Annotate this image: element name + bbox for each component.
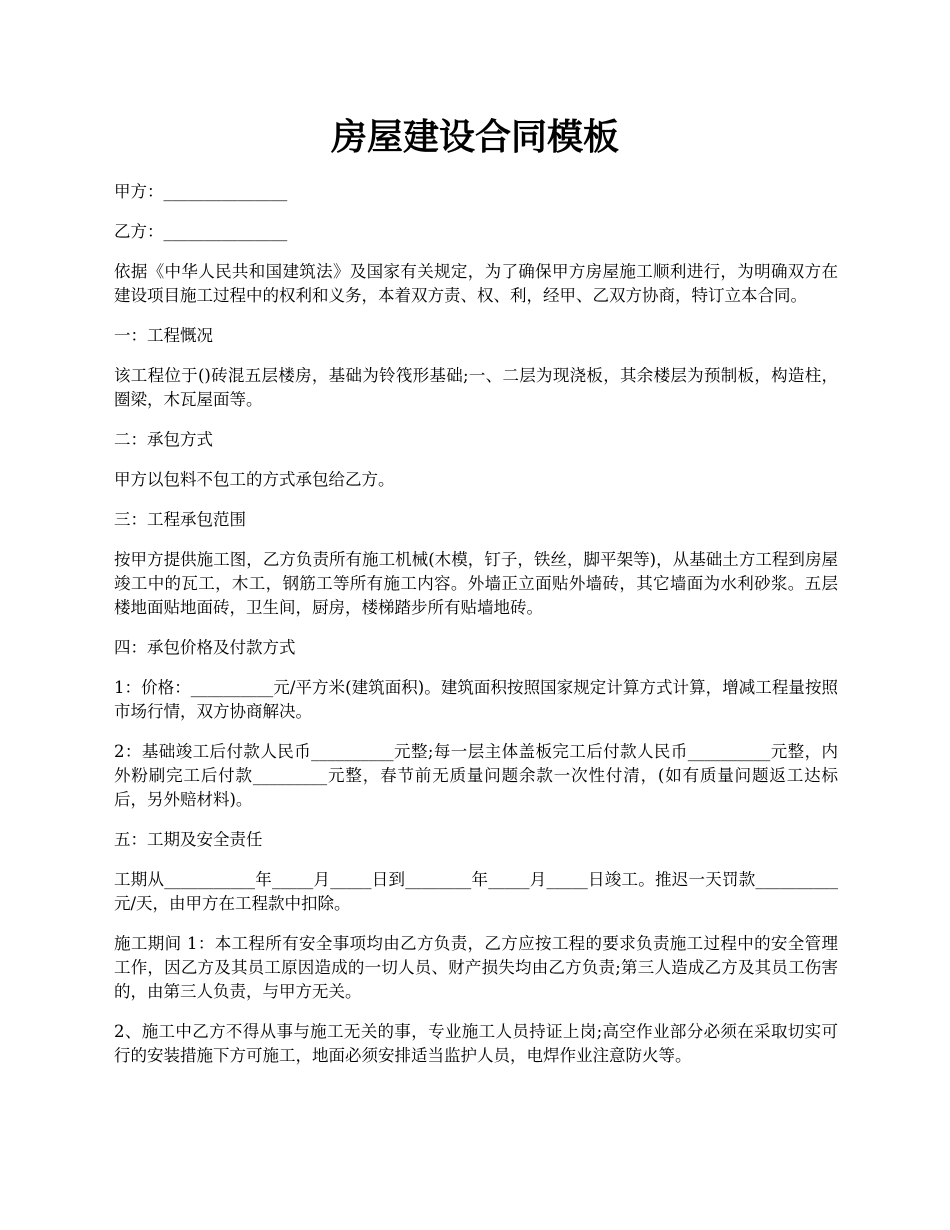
- preamble-paragraph: 依据《中华人民共和国建筑法》及国家有关规定，为了确保甲方房屋施工顺利进行，为明确双方在建设项目施工过程中的权利和义务，本着双方责、权、利，经甲、乙双方协商，特订立本合同。: [114, 262, 838, 305]
- party-b-line: 乙方：_______________: [114, 222, 288, 241]
- section-4-clause-1: 1：价格：__________元/平方米(建筑面积)。建筑面积按照国家规定计算方式计算，增减工程量按照市场行情，双方协商解决。: [114, 678, 838, 721]
- section-4-clause-2: 2：基础竣工后付款人民币__________元整;每一层主体盖板完工后付款人民币__________元整，内外粉刷完工后付款_________元整，春节前无质量问题余款一次性付清，(如有质量问题返工达标后，另外赔材料)。: [114, 742, 838, 809]
- section-heading-5: 五：工期及安全责任: [114, 830, 263, 849]
- section-heading-1: 一：工程慨况: [114, 326, 213, 345]
- section-5-safety-clause-1: 施工期间 1：本工程所有安全事项均由乙方负责，乙方应按工程的要求负责施工过程中的安全管理工作，因乙方及其员工原因造成的一切人员、财产损失均由乙方负责;第三人造成乙方及其员工伤害的，由第三人负责，与甲方无关。: [114, 934, 838, 1001]
- section-heading-3: 三：工程承包范围: [114, 510, 246, 529]
- party-a-line: 甲方：_______________: [114, 182, 288, 201]
- section-heading-4: 四：承包价格及付款方式: [114, 638, 296, 657]
- document-title: 房屋建设合同模板: [330, 116, 619, 158]
- section-1-body: 该工程位于()砖混五层楼房，基础为铃筏形基础;一、二层为现浇板，其余楼层为预制板，构造柱，圈梁，木瓦屋面等。: [114, 366, 838, 409]
- section-heading-2: 二：承包方式: [114, 430, 213, 449]
- section-5-schedule: 工期从___________年_____月_____日到________年_____月_____日竣工。推迟一天罚款__________元/天，由甲方在工程款中扣除。: [114, 870, 838, 913]
- section-3-body: 按甲方提供施工图，乙方负责所有施工机械(木模，钉子，铁丝，脚平架等)，从基础土方工程到房屋竣工中的瓦工，木工，钢筋工等所有施工内容。外墙正立面贴外墙砖，其它墙面为水利砂浆。五层楼地面贴地面砖，卫生间，厨房，楼梯踏步所有贴墙地砖。: [114, 550, 838, 617]
- section-2-body: 甲方以包料不包工的方式承包给乙方。: [114, 470, 395, 489]
- document-body: [114, 180, 838, 1084]
- section-5-safety-clause-2: 2、施工中乙方不得从事与施工无关的事，专业施工人员持证上岗;高空作业部分必须在采取切实可行的安装措施下方可施工，地面必须安排适当监护人员，电焊作业注意防火等。: [114, 1022, 838, 1065]
